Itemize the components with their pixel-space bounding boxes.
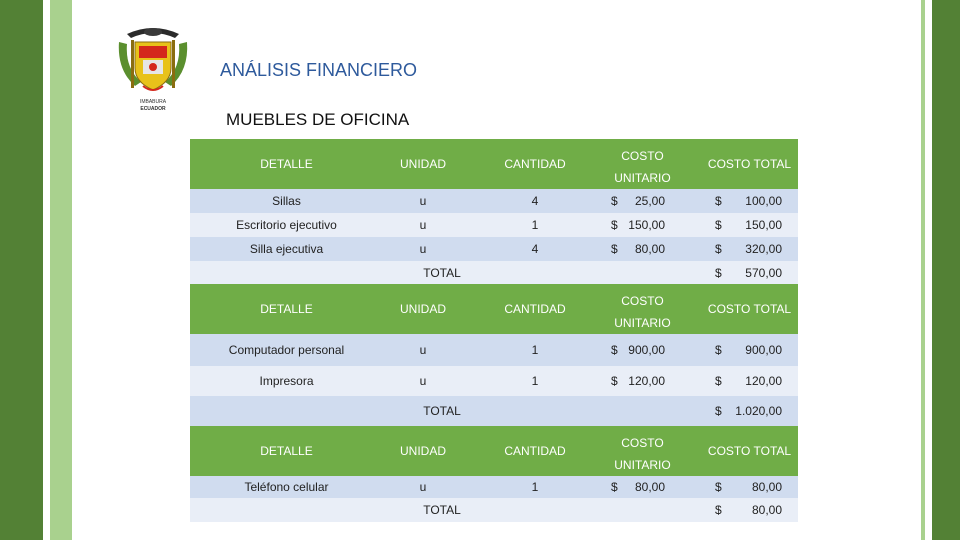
- header-costo-unitario: [590, 426, 695, 476]
- currency-sign: $: [611, 242, 618, 256]
- currency-sign: $: [715, 194, 722, 208]
- total-label: TOTAL: [423, 503, 461, 517]
- cell-detalle: Impresora: [259, 374, 314, 388]
- amount: 150,00: [745, 218, 782, 232]
- table-row: [190, 334, 798, 366]
- table-row: [190, 476, 798, 498]
- cell-cantidad: 4: [531, 242, 539, 256]
- header-costo-unitario-line1: COSTO: [621, 149, 664, 163]
- cell-cantidad: 4: [531, 194, 539, 208]
- logo-caption-top: IMBABURA: [139, 99, 167, 105]
- cell-costo-unitario: [590, 366, 695, 396]
- amount: 120,00: [745, 374, 782, 388]
- table-row: [190, 213, 798, 237]
- header-cantidad: CANTIDAD: [504, 157, 566, 171]
- currency-sign: $: [715, 404, 722, 418]
- logo-caption-bottom: ECUADOR: [140, 106, 166, 112]
- amount: 100,00: [745, 194, 782, 208]
- cell-total: [695, 498, 798, 522]
- cell-unidad: u: [419, 343, 427, 357]
- cell-cantidad: 1: [531, 480, 539, 494]
- table-row: [190, 366, 798, 396]
- amount: 120,00: [628, 374, 665, 388]
- cell-costo-unitario: [590, 189, 695, 213]
- cell-detalle: Teléfono celular: [244, 480, 329, 494]
- cell-total: [695, 261, 798, 284]
- currency-sign: $: [611, 343, 618, 357]
- header-costo-total: COSTO TOTAL: [707, 302, 792, 316]
- header-detalle: DETALLE: [260, 157, 313, 171]
- total-row: [190, 498, 798, 522]
- header-costo-total: COSTO TOTAL: [707, 157, 792, 171]
- total-label: TOTAL: [423, 404, 461, 418]
- table-header: [190, 284, 798, 334]
- header-unidad: UNIDAD: [399, 444, 446, 458]
- header-costo-unitario-line1: COSTO: [621, 436, 664, 450]
- cell-costo-unitario: [590, 476, 695, 498]
- amount: 80,00: [634, 242, 665, 256]
- currency-sign: $: [715, 242, 722, 256]
- amount: 900,00: [745, 343, 782, 357]
- header-unidad: UNIDAD: [399, 302, 446, 316]
- cell-detalle: Sillas: [272, 194, 301, 208]
- cell-costo-total: [695, 334, 798, 366]
- header-costo-total: COSTO TOTAL: [707, 444, 792, 458]
- cell-detalle: Escritorio ejecutivo: [236, 218, 337, 232]
- header-costo-unitario-line2: UNITARIO: [614, 316, 671, 330]
- currency-sign: $: [715, 480, 722, 494]
- header-costo-unitario: [590, 139, 695, 189]
- amount: 1.020,00: [735, 404, 782, 418]
- total-label: TOTAL: [423, 265, 461, 280]
- page-title: ANÁLISIS FINANCIERO: [220, 60, 418, 80]
- cell-cantidad: 1: [531, 374, 539, 388]
- amount: 80,00: [751, 503, 782, 517]
- cell-costo-total: [695, 189, 798, 213]
- cell-costo-unitario: [590, 334, 695, 366]
- cell-cantidad: 1: [531, 343, 539, 357]
- currency-sign: $: [715, 265, 722, 280]
- left-dark-green-bar: [0, 0, 43, 540]
- coat-of-arms-logo: [113, 20, 193, 115]
- currency-sign: $: [611, 480, 618, 494]
- total-row: [190, 261, 798, 284]
- cell-costo-unitario: [590, 237, 695, 261]
- header-cantidad: CANTIDAD: [504, 444, 566, 458]
- header-costo-unitario-line2: UNITARIO: [614, 458, 671, 472]
- currency-sign: $: [611, 374, 618, 388]
- currency-sign: $: [715, 218, 722, 232]
- cell-unidad: u: [419, 480, 427, 494]
- header-costo-unitario: [590, 284, 695, 334]
- financial-table: [190, 139, 798, 522]
- left-light-green-bar: [50, 0, 72, 540]
- cell-costo-total: [695, 213, 798, 237]
- cell-costo-total: [695, 476, 798, 498]
- total-row: [190, 396, 798, 426]
- header-detalle: DETALLE: [260, 302, 313, 316]
- header-costo-unitario-line2: UNITARIO: [614, 171, 671, 185]
- amount: 320,00: [745, 242, 782, 256]
- cell-unidad: u: [419, 194, 427, 208]
- currency-sign: $: [611, 218, 618, 232]
- header-costo-unitario-line1: COSTO: [621, 294, 664, 308]
- cell-cantidad: 1: [531, 218, 539, 232]
- cell-unidad: u: [419, 218, 427, 232]
- header-cantidad: CANTIDAD: [504, 302, 566, 316]
- currency-sign: $: [715, 343, 722, 357]
- table-row: [190, 237, 798, 261]
- amount: 150,00: [628, 218, 665, 232]
- cell-costo-total: [695, 366, 798, 396]
- currency-sign: $: [715, 503, 722, 517]
- amount: 80,00: [751, 480, 782, 494]
- amount: 80,00: [634, 480, 665, 494]
- coat-of-arms-icon: [113, 20, 193, 98]
- right-dark-green-bar: [932, 0, 960, 540]
- table-header: [190, 426, 798, 476]
- amount: 25,00: [634, 194, 665, 208]
- cell-unidad: u: [419, 374, 427, 388]
- table-row: [190, 189, 798, 213]
- cell-costo-total: [695, 237, 798, 261]
- amount: 570,00: [745, 265, 782, 280]
- currency-sign: $: [611, 194, 618, 208]
- table-header: [190, 139, 798, 189]
- cell-unidad: u: [419, 242, 427, 256]
- header-unidad: UNIDAD: [399, 157, 446, 171]
- page-subtitle: MUEBLES DE OFICINA: [226, 110, 410, 129]
- currency-sign: $: [715, 374, 722, 388]
- cell-total: [695, 396, 798, 426]
- cell-detalle: Silla ejecutiva: [249, 242, 324, 256]
- cell-detalle: Computador personal: [228, 343, 345, 357]
- amount: 900,00: [628, 343, 665, 357]
- header-detalle: DETALLE: [260, 444, 313, 458]
- cell-costo-unitario: [590, 213, 695, 237]
- right-light-green-bar: [921, 0, 925, 540]
